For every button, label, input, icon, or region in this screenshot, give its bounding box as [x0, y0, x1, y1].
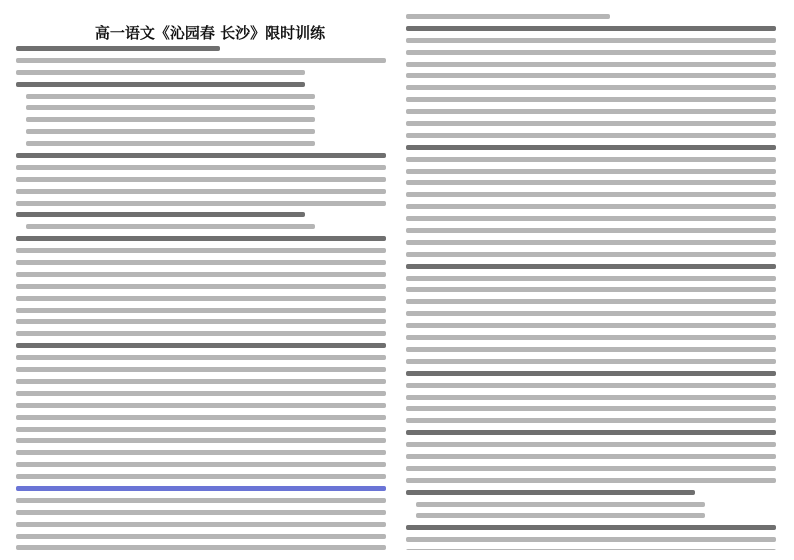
text-line-placeholder	[16, 522, 386, 527]
text-line-placeholder	[16, 260, 386, 265]
text-line-placeholder	[406, 347, 776, 352]
text-line-placeholder	[16, 450, 386, 455]
text-line-placeholder	[16, 462, 386, 467]
text-line-placeholder	[16, 58, 386, 63]
text-line-placeholder	[16, 153, 386, 158]
text-line-placeholder	[406, 192, 776, 197]
text-line-placeholder	[16, 284, 386, 289]
text-line-placeholder	[16, 379, 386, 384]
text-line-placeholder	[16, 201, 386, 206]
text-line-placeholder	[406, 109, 776, 114]
text-line-placeholder	[26, 224, 315, 229]
text-line-placeholder	[406, 549, 776, 550]
text-line-placeholder	[16, 165, 386, 170]
left-column	[16, 46, 386, 550]
text-line-placeholder	[16, 248, 386, 253]
text-line-placeholder	[406, 50, 776, 55]
text-line-placeholder	[406, 157, 776, 162]
text-line-placeholder	[16, 438, 386, 443]
text-line-placeholder	[406, 228, 776, 233]
text-line-placeholder	[406, 406, 776, 411]
text-line-placeholder	[16, 70, 305, 75]
text-line-placeholder	[406, 180, 776, 185]
text-line-placeholder	[16, 367, 386, 372]
text-line-placeholder	[16, 498, 386, 503]
text-line-placeholder	[416, 513, 705, 518]
text-line-placeholder	[406, 299, 776, 304]
text-line-placeholder	[406, 525, 776, 530]
text-line-placeholder	[26, 129, 315, 134]
text-line-placeholder	[16, 510, 386, 515]
text-line-placeholder	[406, 490, 695, 495]
right-column	[406, 14, 776, 550]
text-line-placeholder	[16, 545, 386, 550]
text-line-placeholder	[16, 236, 386, 241]
text-line-placeholder	[406, 169, 776, 174]
text-line-placeholder	[16, 189, 386, 194]
text-line-placeholder	[406, 26, 776, 31]
text-line-placeholder	[16, 308, 386, 313]
text-line-placeholder	[406, 276, 776, 281]
text-line-placeholder	[406, 466, 776, 471]
text-line-placeholder	[406, 430, 776, 435]
text-line-placeholder	[16, 427, 386, 432]
text-line-placeholder	[16, 391, 386, 396]
text-line-placeholder	[16, 82, 305, 87]
text-line-placeholder	[406, 395, 776, 400]
text-line-placeholder	[406, 442, 776, 447]
text-line-placeholder	[16, 177, 386, 182]
text-line-placeholder	[406, 287, 776, 292]
text-line-placeholder	[406, 383, 776, 388]
text-line-placeholder	[26, 94, 315, 99]
text-line-placeholder	[16, 474, 386, 479]
text-line-placeholder	[406, 216, 776, 221]
text-line-placeholder	[406, 323, 776, 328]
text-line-placeholder	[406, 537, 776, 542]
text-line-placeholder	[406, 264, 776, 269]
text-line-placeholder	[16, 331, 386, 336]
text-line-placeholder	[26, 105, 315, 110]
text-line-placeholder	[406, 359, 776, 364]
text-line-placeholder	[16, 46, 220, 51]
page-title: 高一语文《沁园春 长沙》限时训练	[94, 24, 326, 42]
text-line-placeholder	[26, 141, 315, 146]
text-line-placeholder	[16, 319, 386, 324]
text-line-placeholder	[16, 415, 386, 420]
text-line-placeholder	[406, 73, 776, 78]
text-line-placeholder	[16, 272, 386, 277]
text-line-placeholder	[406, 335, 776, 340]
text-line-placeholder	[406, 85, 776, 90]
text-line-placeholder	[406, 121, 776, 126]
text-line-placeholder	[406, 240, 776, 245]
text-line-placeholder	[406, 38, 776, 43]
text-line-placeholder	[16, 534, 386, 539]
text-line-placeholder	[406, 97, 776, 102]
text-line-placeholder	[16, 403, 386, 408]
text-line-placeholder	[26, 117, 315, 122]
text-line-placeholder	[16, 355, 386, 360]
text-line-placeholder	[406, 145, 776, 150]
text-line-placeholder	[406, 478, 776, 483]
text-line-placeholder	[406, 133, 776, 138]
text-line-placeholder	[406, 204, 776, 209]
text-line-placeholder	[16, 486, 386, 491]
text-line-placeholder	[406, 454, 776, 459]
text-line-placeholder	[16, 212, 305, 217]
text-line-placeholder	[16, 343, 386, 348]
text-line-placeholder	[406, 14, 610, 19]
text-line-placeholder	[406, 311, 776, 316]
text-line-placeholder	[416, 502, 705, 507]
text-line-placeholder	[406, 62, 776, 67]
text-line-placeholder	[406, 371, 776, 376]
text-line-placeholder	[16, 296, 386, 301]
text-line-placeholder	[406, 418, 776, 423]
text-line-placeholder	[406, 252, 776, 257]
